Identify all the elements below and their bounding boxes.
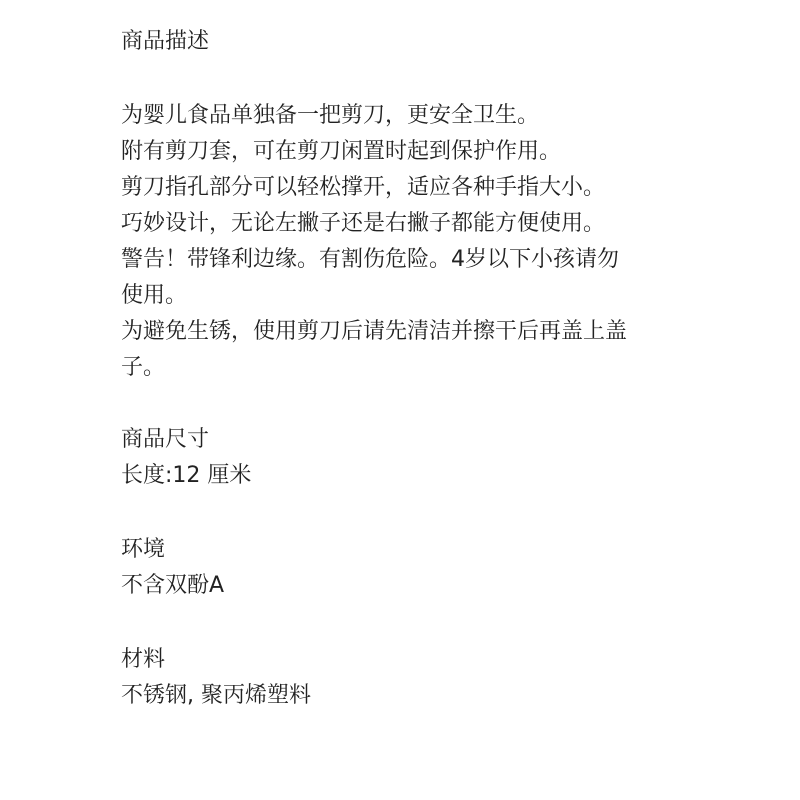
description-line: 为避免生锈，使用剪刀后请先清洁并擦干后再盖上盖 <box>121 319 628 344</box>
description-heading: 商品描述 <box>121 29 210 54</box>
environment-heading: 环境 <box>121 537 166 562</box>
environment-value: 不含双酚A <box>121 573 225 598</box>
material-section <box>121 642 781 714</box>
spacer <box>121 60 781 98</box>
size-section <box>121 422 781 494</box>
description-line: 警告！带锋利边缘。有割伤危险。4岁以下小孩请勿 <box>121 247 619 272</box>
spacer <box>121 494 781 532</box>
description-line: 附有剪刀套，可在剪刀闲置时起到保护作用。 <box>121 139 562 164</box>
spacer <box>121 386 781 422</box>
size-heading: 商品尺寸 <box>121 427 210 452</box>
description-line: 为婴儿食品单独备一把剪刀，更安全卫生。 <box>121 103 540 128</box>
description-line: 巧妙设计，无论左撇子还是右撇子都能方便使用。 <box>121 211 606 236</box>
description-section <box>121 24 781 386</box>
size-value: 长度:12 厘米 <box>121 463 252 488</box>
material-value: 不锈钢, 聚丙烯塑料 <box>121 683 311 708</box>
description-line: 使用。 <box>121 283 188 308</box>
description-line: 剪刀指孔部分可以轻松撑开，适应各种手指大小。 <box>121 175 606 200</box>
description-line: 子。 <box>121 355 166 380</box>
material-heading: 材料 <box>121 647 166 672</box>
spacer <box>121 604 781 642</box>
environment-section <box>121 532 781 604</box>
product-document <box>121 24 781 714</box>
